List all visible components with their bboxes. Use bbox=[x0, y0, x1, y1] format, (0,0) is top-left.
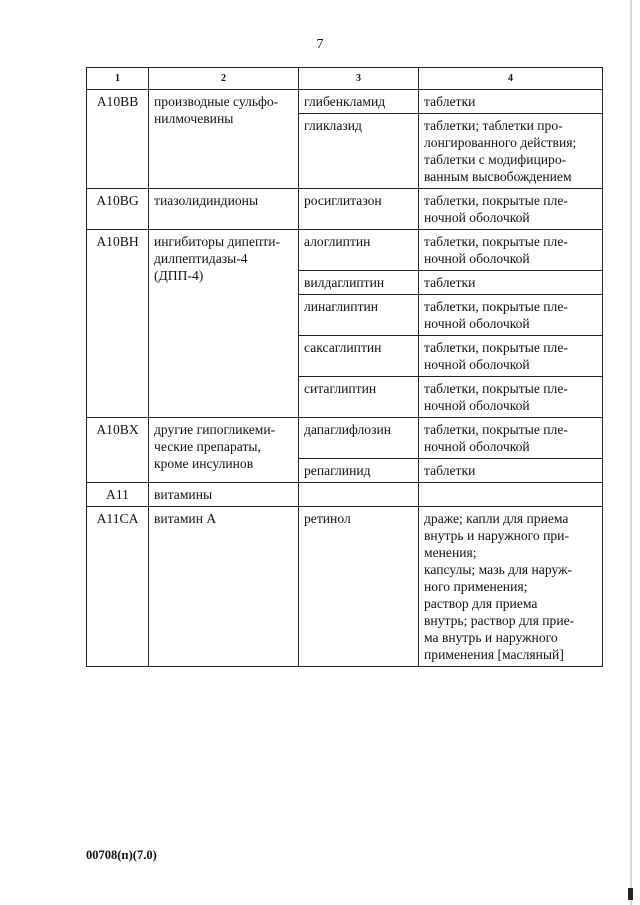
dosage-form-cell: таблетки, покрытые пле- ночной оболочкой bbox=[419, 336, 603, 377]
drug-name-cell: ситаглиптин bbox=[299, 377, 419, 418]
atc-code-cell: A10BX bbox=[87, 418, 149, 483]
table-row bbox=[87, 230, 603, 271]
table-row bbox=[87, 189, 603, 230]
dosage-form-cell: драже; капли для приема внутрь и наружного при- менения; капсулы; мазь для наруж- ного применения; раствор для приема внутрь; раствор для прие- ма внутрь и наружного применения [масляный] bbox=[419, 507, 603, 667]
column-header-3: 3 bbox=[299, 68, 419, 90]
atc-code-cell: A11 bbox=[87, 483, 149, 507]
drug-group-cell: тиазолидиндионы bbox=[149, 189, 299, 230]
dosage-form-cell: таблетки bbox=[419, 459, 603, 483]
table-row bbox=[87, 90, 603, 114]
dosage-form-cell: таблетки, покрытые пле- ночной оболочкой bbox=[419, 295, 603, 336]
dosage-form-cell: таблетки bbox=[419, 271, 603, 295]
table-body bbox=[87, 90, 603, 667]
table-row bbox=[87, 483, 603, 507]
drug-name-cell: вилдаглиптин bbox=[299, 271, 419, 295]
drug-name-cell: репаглинид bbox=[299, 459, 419, 483]
dosage-form-cell: таблетки, покрытые пле- ночной оболочкой bbox=[419, 189, 603, 230]
drug-name-cell: гликлазид bbox=[299, 114, 419, 189]
table-row bbox=[87, 507, 603, 667]
dosage-form-cell: таблетки, покрытые пле- ночной оболочкой bbox=[419, 230, 603, 271]
column-header-2: 2 bbox=[149, 68, 299, 90]
drug-group-cell: ингибиторы дипепти- дилпептидазы-4 (ДПП-4) bbox=[149, 230, 299, 418]
scan-edge bbox=[630, 0, 632, 905]
drug-table bbox=[86, 67, 603, 667]
atc-code-cell: A10BG bbox=[87, 189, 149, 230]
atc-code-cell: A11CA bbox=[87, 507, 149, 667]
dosage-form-cell: таблетки; таблетки про- лонгированного действия; таблетки с модифициро- ванным высвобождением bbox=[419, 114, 603, 189]
drug-name-cell: глибенкламид bbox=[299, 90, 419, 114]
table-header-row bbox=[87, 68, 603, 90]
drug-name-cell bbox=[299, 483, 419, 507]
drug-name-cell: дапаглифлозин bbox=[299, 418, 419, 459]
atc-code-cell: A10BB bbox=[87, 90, 149, 189]
scan-mark bbox=[628, 888, 633, 900]
drug-name-cell: ретинол bbox=[299, 507, 419, 667]
page-number: 7 bbox=[316, 37, 324, 52]
drug-name-cell: росиглитазон bbox=[299, 189, 419, 230]
drug-name-cell: саксаглиптин bbox=[299, 336, 419, 377]
atc-code-cell: A10BH bbox=[87, 230, 149, 418]
column-header-4: 4 bbox=[419, 68, 603, 90]
document-code: 00708(п)(7.0) bbox=[86, 848, 157, 862]
dosage-form-cell bbox=[419, 483, 603, 507]
drug-name-cell: линаглиптин bbox=[299, 295, 419, 336]
drug-group-cell: витамины bbox=[149, 483, 299, 507]
dosage-form-cell: таблетки, покрытые пле- ночной оболочкой bbox=[419, 418, 603, 459]
dosage-form-cell: таблетки bbox=[419, 90, 603, 114]
drug-group-cell: производные сульфо- нилмочевины bbox=[149, 90, 299, 189]
drug-group-cell: другие гипогликеми- ческие препараты, кроме инсулинов bbox=[149, 418, 299, 483]
drug-name-cell: алоглиптин bbox=[299, 230, 419, 271]
column-header-1: 1 bbox=[87, 68, 149, 90]
table-row bbox=[87, 418, 603, 459]
dosage-form-cell: таблетки, покрытые пле- ночной оболочкой bbox=[419, 377, 603, 418]
drug-group-cell: витамин А bbox=[149, 507, 299, 667]
